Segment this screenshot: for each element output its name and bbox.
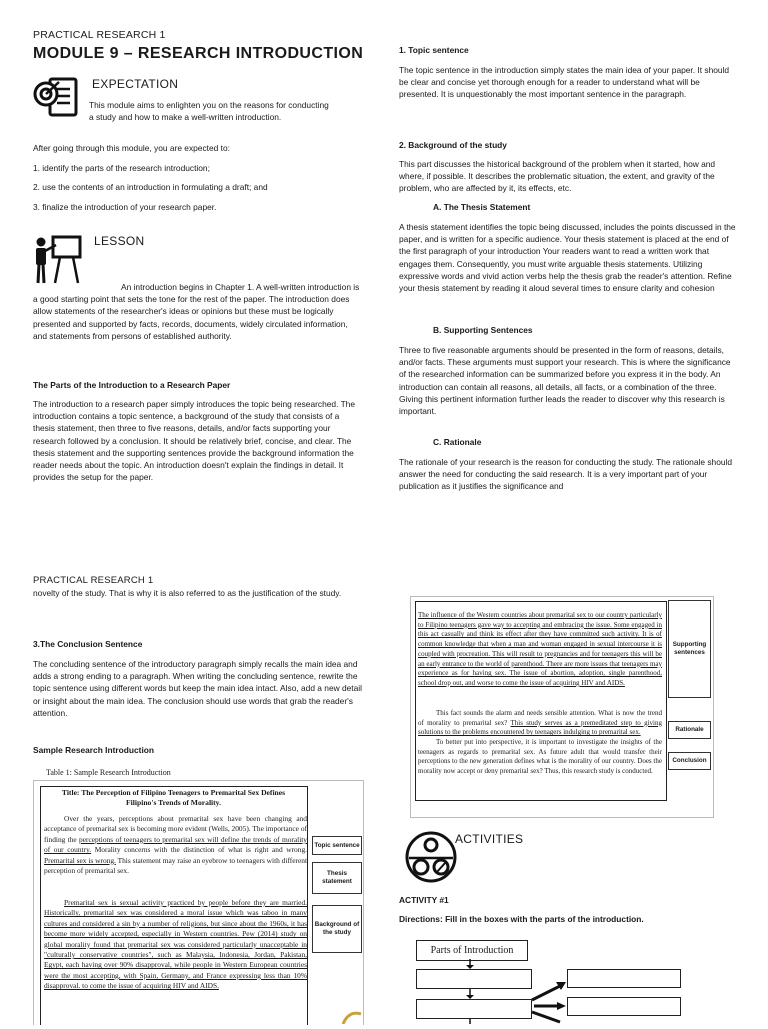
sample-table (33, 780, 364, 1025)
sample-paragraph-1: Over the years, perceptions about premarital sex have been changing and acceptance of premarital sex is becoming more evident (Wells, 2005). The importance of finding the perceptions of teenagers to premarital sex will define the trends of morality of our country. Morality concerns with the distinction of what is right and wrong. Premarital sex is wrong. This statement may raise an eyebrow to teenagers with different perception of premarital sex. (44, 814, 308, 876)
supporting-text: Three to five reasonable arguments should be presented in the form of reasons, details, and/or facts. These arguments must support your research. This is where the significance of the researched information can be summarized before you express it in the body. An introduction can contain all reasons, all details, all facts, or a combination of the three. Giving this pertinent information further leads the reader to discover why this research is important. (399, 345, 731, 417)
expectation-lead: After going through this module, you are expected to: (33, 143, 230, 153)
sample-continued-p1: The influence of the Western countries about premarital sex to our country particularly to Filipino teenagers gave way to accepting and embracing the issue. Some engaged in this act casually and think its effect after they have committed such activity. It is of common knowledge that when a man and woman engaged in sexual intercourse it is coupled with procreation. This will result to pregnancies and for teenagers this will be an early entrance to the world of parenthood. There are more issues that teenagers may experience as for having sex. The issue of abortion, adoption, single parenthood, school drop out, and worse to come the issue of acquiring HIV and AIDS. (418, 611, 662, 687)
activity-directions: Directions: Fill in the boxes with the parts of the introduction. (399, 914, 644, 924)
thesis-heading: A. The Thesis Statement (433, 202, 531, 212)
blank-box-1[interactable] (416, 969, 532, 989)
blank-box-3[interactable] (567, 969, 681, 988)
decorative-corner-icon (341, 1006, 363, 1024)
rationale-continued: novelty of the study. That is why it is also referred to as the justification of the study. (33, 588, 342, 598)
conclusion-text: The concluding sentence of the introductory paragraph simply recalls the main idea and adds a strong ending to a paragraph. When writing the concluding sentence, rewrite the topic sentence using different words but keep the main idea intact. Also, add a new detail or insight about the main idea. The conclusion should use words that grab the reader's attention. (33, 659, 363, 718)
label-rationale: Rationale (668, 721, 711, 739)
sample-continued-p3: To better put into perspective, it is important to investigate the insights of the teenagers as regards to premarital sex. As future adult that would transfer their perceptions to the new generation defines what is the morality of our country. Does the morality now accept or deny premarital sex? Thus, this research study is conducted. (418, 738, 662, 776)
label-conclusion: Conclusion (668, 752, 711, 770)
activities-gears-icon (404, 830, 458, 884)
objective-2: 2. use the contents of an introduction in formulating a draft; and (33, 182, 268, 192)
objective-1: 1. identify the parts of the research introduction; (33, 163, 210, 173)
activities-heading: ACTIVITIES (455, 832, 524, 846)
parts-heading: The Parts of the Introduction to a Research Paper (33, 380, 231, 390)
parts-paragraph: The introduction to a research paper simply introduces the topic being researched. The introduction contains a topic sentence, a background of the study that consists of a thesis statement, then three to five reasons, details, and/or facts supporting your research followed by a conclusion. It should be relatively brief, concise, and clear. The thesis statement and the supporting sentences provide the background information the reader needs about the topic. An introduction doesn't explain the findings in detail. It provides the setup for the paper. (33, 399, 355, 483)
table-caption: Table 1: Sample Research Introduction (46, 768, 171, 777)
background-heading: 2. Background of the study (399, 140, 507, 150)
thesis-text: A thesis statement identifies the topic being discussed, includes the points discussed in the paper, and is written for a specific audience. Your thesis statement is placed at the end of the first paragraph of your introduction Your readers want to read a written work that engages them. Consequently, you must write arguable thesis statements. Utilizing expressive words and vivid action verbs help the thesis grab the reader's attention. Refine your thesis statement by reading it aloud several times to ensure clarity and cohesion (399, 222, 736, 294)
teacher-board-icon (33, 233, 83, 285)
sample-continued-p2: This fact sounds the alarm and needs sensible attention. What is now the trend of morality to premarital sex? This study serves as a premeditated step to giving solutions to the problems encountered by teenagers indulging to premarital sex. (418, 709, 662, 737)
expectation-heading: EXPECTATION (92, 77, 179, 91)
sample-paragraph-2: Premarital sex is sexual activity practiced by people before they are married. Historically, premarital sex was considered a moral issue which was taboo in many cultures and considered a sin by a number of religions, but since about the 1960s, it has become more widely accepted, especially in Western countries. Pew (2014) study on global morality found that premarital sex was considered particularly unacceptable in "culturally conservative countries", such as Malaysia, Indonesia, Jordan, Pakistan, Egypt, each having over 90% disapproval, while people in Western European countries were the most accepting, with Spain, Germany, and France expressing less than 10% disapproval. to come the issue of acquiring HIV and AIDS. (44, 898, 307, 991)
sample-title: Title: The Perception of Filipino Teenagers to Premarital Sex Defines Filipino's Trends of Morality. (61, 788, 286, 807)
expectation-intro: This module aims to enlighten you on the reasons for conducting a study and how to make a well-written introduction. (89, 100, 329, 123)
blank-box-4[interactable] (567, 997, 681, 1016)
lesson-heading: LESSON (94, 234, 145, 248)
target-checklist-icon (33, 76, 81, 120)
conclusion-heading: 3.The Conclusion Sentence (33, 639, 143, 649)
blank-box-2[interactable] (416, 999, 532, 1019)
label-topic-sentence: Topic sentence (312, 836, 362, 855)
topic-sentence-text: The topic sentence in the introduction simply states the main idea of your paper. It should be clear and concise yet thorough enough for a reader to understand what will be presented. It is unquestionably the most important sentence in the paragraph. (399, 65, 730, 100)
rationale-heading: C. Rationale (433, 437, 482, 447)
label-thesis-statement: Thesis statement (312, 862, 362, 894)
page-header: PRACTICAL RESEARCH 1 (33, 29, 166, 41)
page2-header: PRACTICAL RESEARCH 1 (33, 575, 154, 586)
topic-sentence-heading: 1. Topic sentence (399, 45, 469, 55)
supporting-heading: B. Supporting Sentences (433, 325, 533, 335)
label-supporting-sentences: Supporting sentences (668, 600, 711, 698)
objective-3: 3. finalize the introduction of your research paper. (33, 202, 217, 212)
lesson-paragraph: An introduction begins in Chapter 1. A well-written introduction is a good starting point that sets the tone for the rest of the paper. The introduction does allow statements of the researcher's ideas or opinions but these must be logically presented and supported by facts, records, documents, widely circulated information, and statements from persons of established authority. (33, 282, 360, 341)
label-background-of-study: Background of the study (312, 905, 362, 953)
background-text: This part discusses the historical background of the problem when it started, how and where, if possible. It describes the problematic situation, the extent, and gravity of the problem, who are affected by it, its effects, etc. (399, 159, 716, 194)
diagram-title-box: Parts of Introduction (416, 940, 528, 961)
rationale-text: The rationale of your research is the reason for conducting the study. The rationale should answer the need for conducting the said research. It is a very important part of your publication as it justifies the significance and (399, 457, 733, 492)
module-title: MODULE 9 – RESEARCH INTRODUCTION (33, 45, 364, 62)
sample-heading: Sample Research Introduction (33, 745, 154, 755)
sample-continued-panel (410, 596, 714, 818)
activity-label: ACTIVITY #1 (399, 895, 449, 905)
